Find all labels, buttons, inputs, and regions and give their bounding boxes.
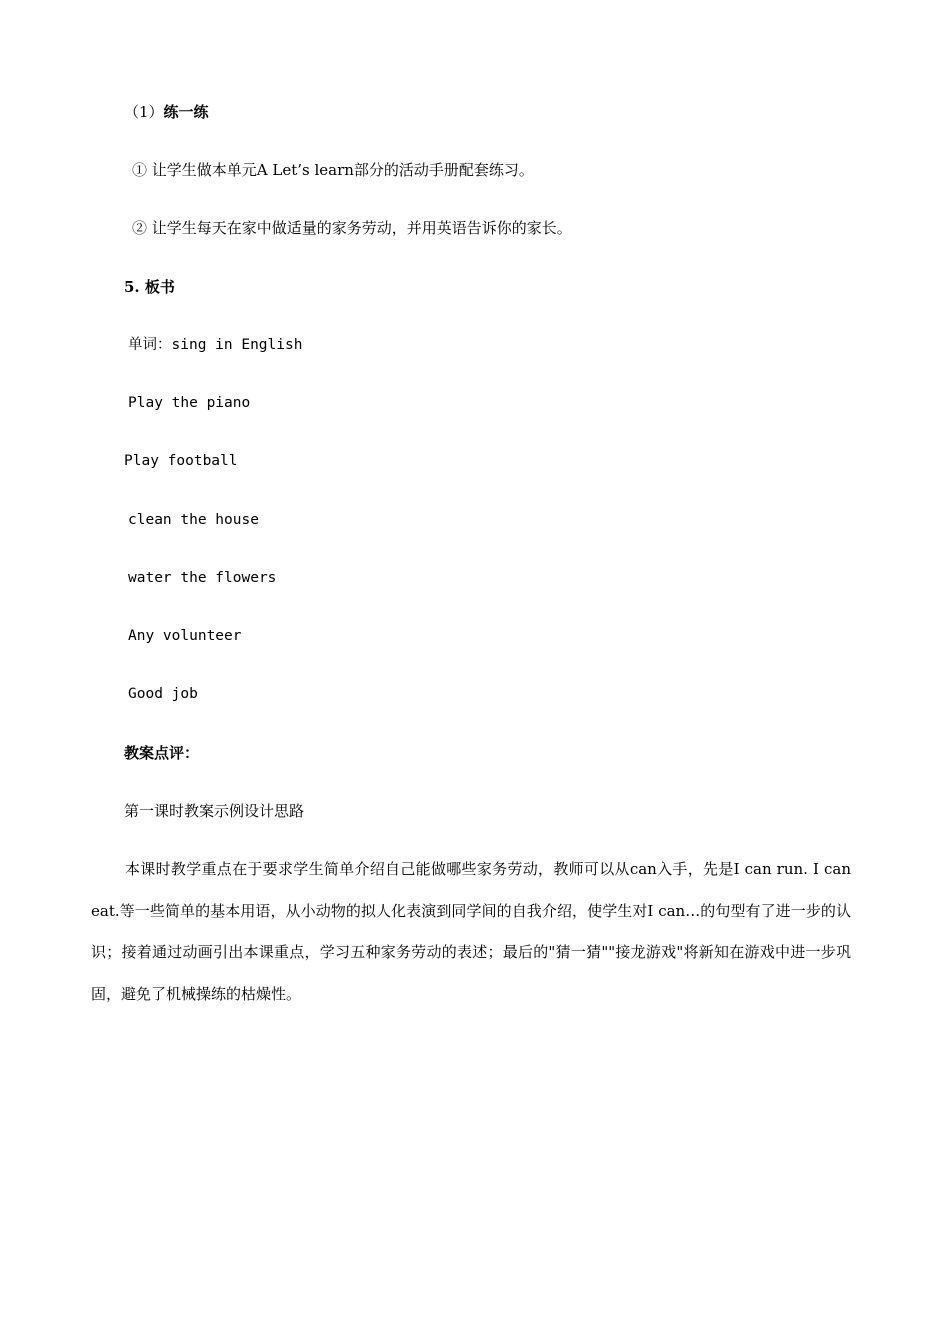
practice-heading: [124, 102, 209, 122]
board-line-piano: Play the piano: [128, 395, 251, 411]
board-line-goodjob: Good job: [128, 686, 198, 702]
board-line-words: 单词：sing in English: [128, 337, 303, 353]
board-heading: 5. 板书: [124, 278, 175, 296]
board-line-house: clean the house: [128, 512, 259, 528]
comment-paragraph: 本课时教学重点在于要求学生简单介绍自己能做哪些家务劳动，教师可以从can入手，先是I can run. I can eat.等一些简单的基本用语，从小动物的拟人化表演到同学间的自我介绍，使学生对I can…的句型有了进一步的认识；接着通过动画引出本课重点，学习五种家务劳动的表述；最后的"猜一猜""接龙游戏"将新知在游戏中进一步巩固，避免了机械操练的枯燥性。: [91, 860, 851, 1003]
board-line-football: Play football: [124, 453, 238, 469]
practice-item-1: ① 让学生做本单元A Let’s learn部分的活动手册配套练习。: [132, 161, 534, 179]
board-line-flowers: water the flowers: [128, 570, 277, 586]
practice-item-2: ② 让学生每天在家中做适量的家务劳动，并用英语告诉你的家长。: [132, 219, 572, 237]
comment-subtitle: 第一课时教案示例设计思路: [124, 802, 305, 820]
practice-heading-prefix: （1）: [124, 103, 164, 121]
board-line-volunteer: Any volunteer: [128, 628, 242, 644]
comment-heading: 教案点评：: [124, 744, 200, 762]
practice-heading-title: 练一练: [163, 103, 209, 121]
